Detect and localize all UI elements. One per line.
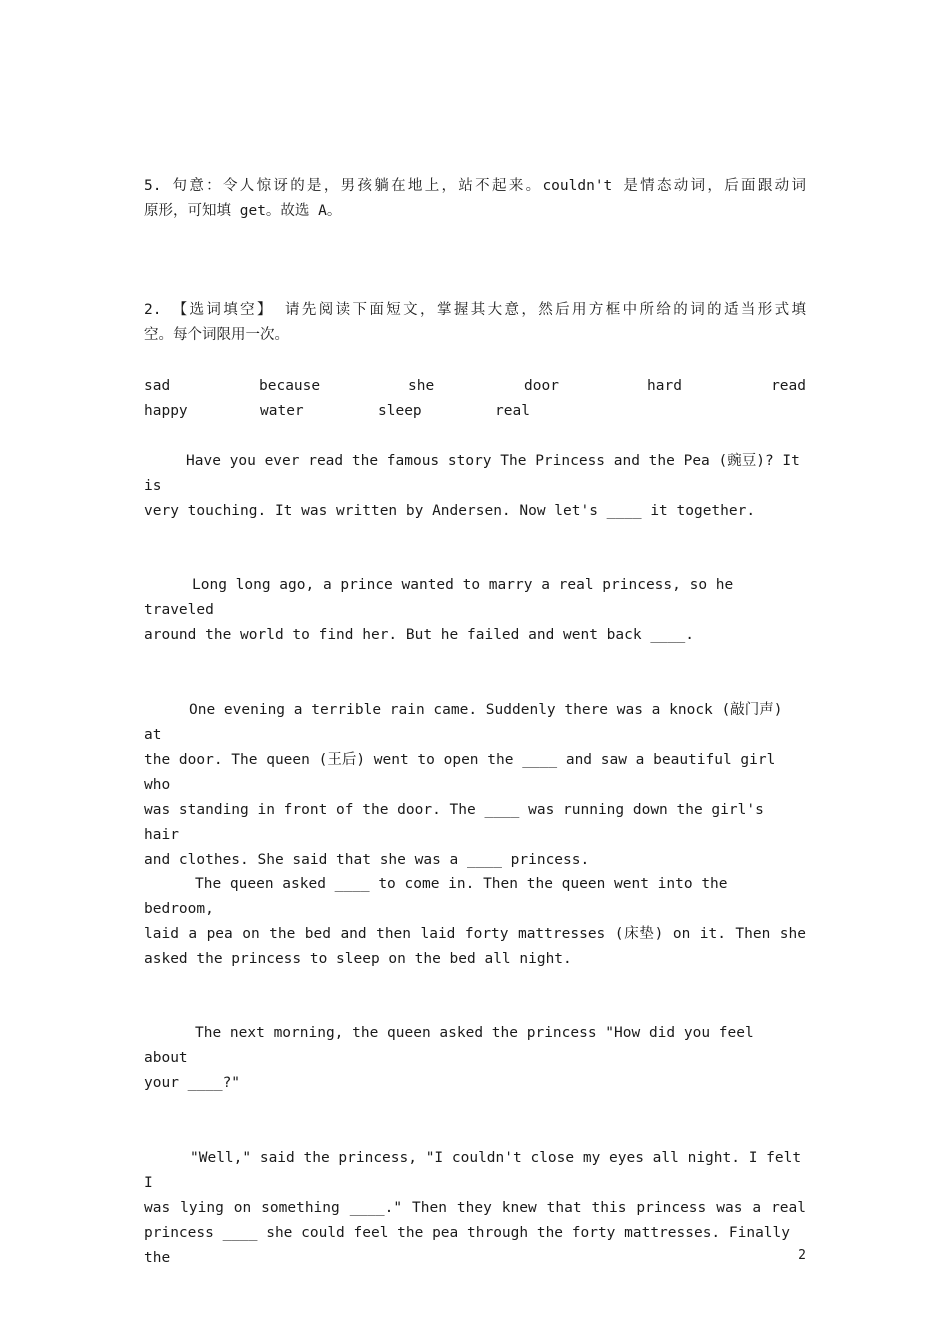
question2-line-2: 空。每个词限用一次。 xyxy=(144,327,289,343)
passage-line: princess ____ she could feel the pea through the forty mattresses. Finally the xyxy=(144,1225,791,1266)
word-bank-word: sleep xyxy=(378,403,422,419)
passage-line: The next morning, the queen asked the princess "How did you feel about xyxy=(144,1025,754,1066)
passage-paragraph-3 xyxy=(144,698,806,873)
word-bank-word: read xyxy=(771,378,806,394)
passage-line: and clothes. She said that she was a ____ princess. xyxy=(144,852,590,868)
item5-explanation xyxy=(144,174,806,224)
passage-line: Have you ever read the famous story The Princess and the Pea (豌豆)? It is xyxy=(144,453,800,494)
question2-line-1: 2. 【选词填空】 请先阅读下面短文，掌握其大意，然后用方框中所给的词的适当形式填 xyxy=(144,302,806,318)
page-number: 2 xyxy=(798,1248,806,1263)
passage-paragraph-2 xyxy=(144,573,806,648)
passage-line: Long long ago, a prince wanted to marry a real princess, so he traveled xyxy=(144,577,734,618)
question2-instructions xyxy=(144,298,806,348)
passage-line: The queen asked ____ to come in. Then the queen went into the bedroom, xyxy=(144,876,728,917)
passage-paragraph-1 xyxy=(144,449,806,524)
passage-paragraph-5 xyxy=(144,1021,806,1096)
word-bank-word: sad xyxy=(144,378,171,394)
passage-line: One evening a terrible rain came. Suddenly there was a knock (敲门声) at xyxy=(144,702,783,743)
passage-line: "Well," said the princess, "I couldn't close my eyes all night. I felt I xyxy=(144,1150,802,1191)
passage-line: asked the princess to sleep on the bed all night. xyxy=(144,951,572,967)
item5-line-2: 原形，可知填 get。故选 A。 xyxy=(144,203,342,219)
passage-line: was standing in front of the door. The ____ was running down the girl's hair xyxy=(144,802,764,843)
word-bank-word: door xyxy=(524,378,559,394)
word-bank-word: because xyxy=(259,378,321,394)
word-bank-word: hard xyxy=(647,378,682,394)
passage-line: the door. The queen (王后) went to open the ____ and saw a beautiful girl who xyxy=(144,752,776,793)
word-bank-word: water xyxy=(260,403,304,419)
passage-line: very touching. It was written by Andersen. Now let's ____ it together. xyxy=(144,503,756,519)
passage-line: around the world to find her. But he failed and went back ____. xyxy=(144,627,694,643)
passage-line: laid a pea on the bed and then laid forty mattresses (床垫) on it. Then she xyxy=(144,926,806,942)
word-bank-word: happy xyxy=(144,403,188,419)
passage-paragraph-6 xyxy=(144,1146,806,1271)
passage-line: your ____?" xyxy=(144,1075,241,1091)
passage-paragraph-4 xyxy=(144,872,806,972)
word-bank-row-2 xyxy=(144,399,806,424)
word-bank-row-1 xyxy=(144,374,806,399)
item5-line-1: 5. 句意：令人惊讶的是，男孩躺在地上，站不起来。couldn't 是情态动词，后面跟动词 xyxy=(144,178,806,194)
passage-line: was lying on something ____." Then they knew that this princess was a real xyxy=(144,1200,806,1216)
word-bank-word: real xyxy=(495,403,530,419)
word-bank-word: she xyxy=(408,378,435,394)
